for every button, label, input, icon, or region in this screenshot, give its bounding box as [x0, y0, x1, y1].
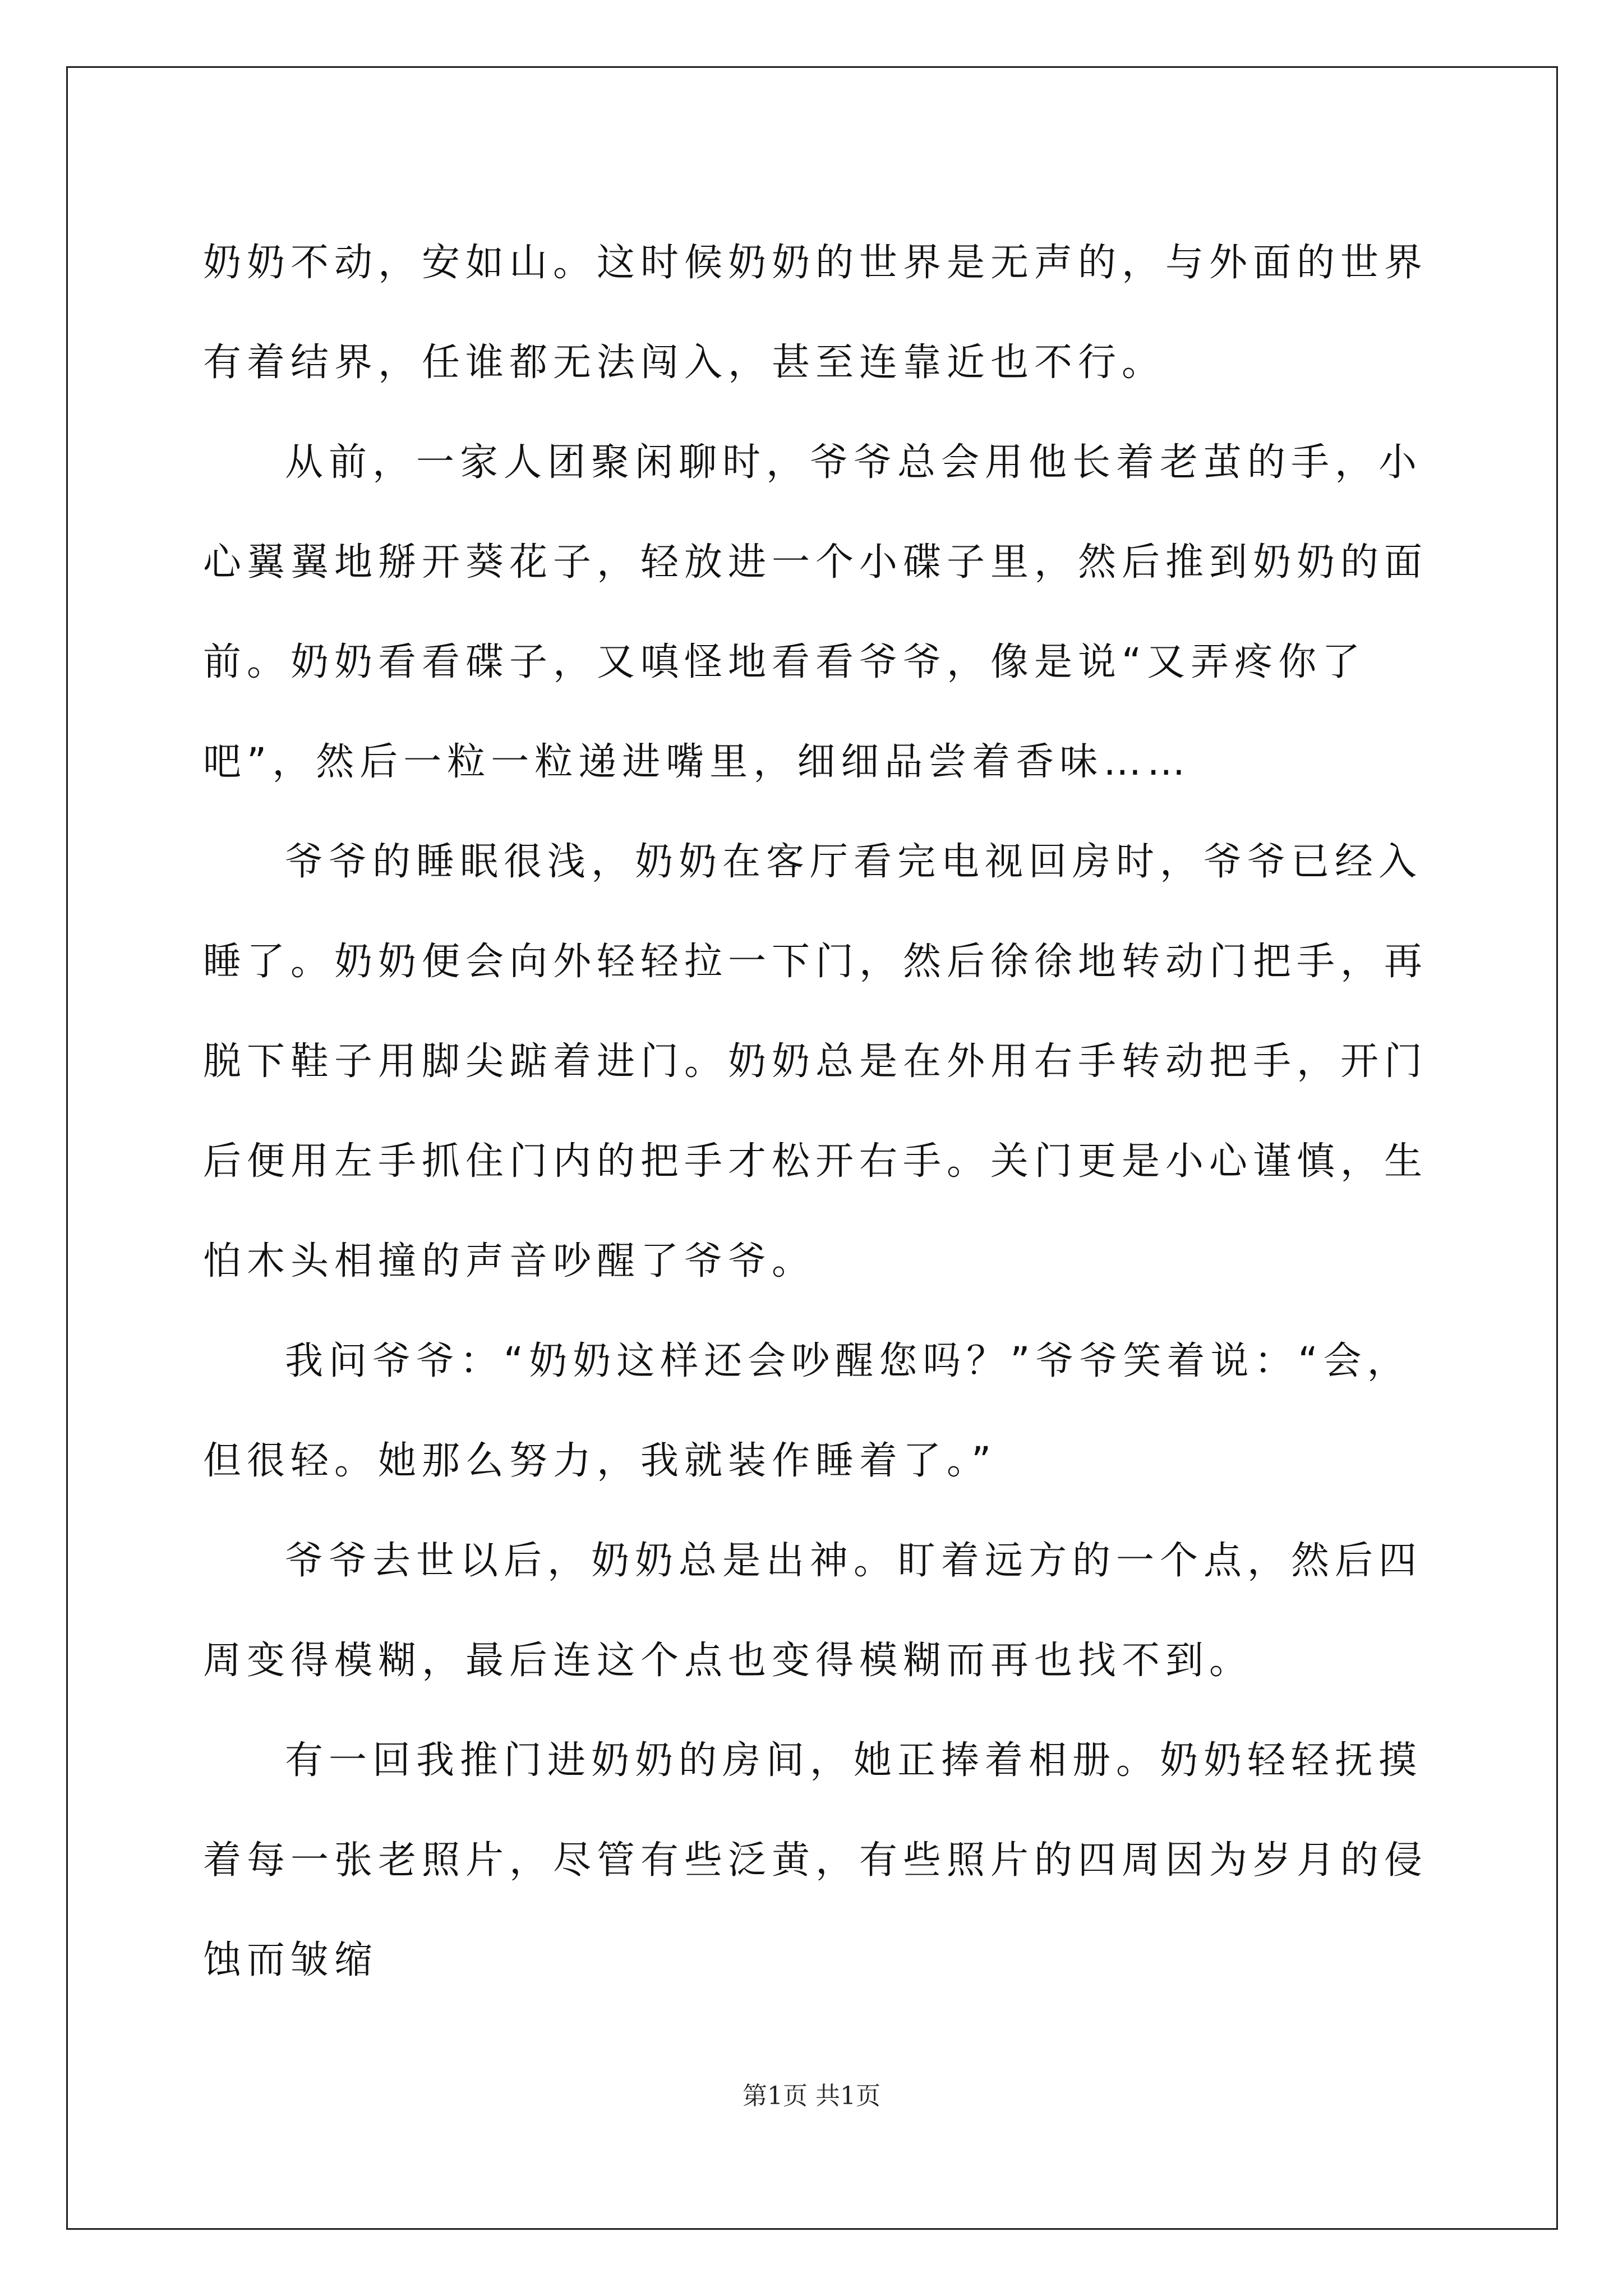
paragraph-4: 我问爷爷：“奶奶这样还会吵醒您吗？”爷爷笑着说：“会，但很轻。她那么努力，我就装作睡着了。” [203, 1339, 1411, 1483]
paragraph-5: 爷爷去世以后，奶奶总是出神。盯着远方的一个点，然后四周变得模糊，最后连这个点也变得模糊而再也找不到。 [203, 1539, 1423, 1683]
paragraph-1: 奶奶不动，安如山。这时候奶奶的世界是无声的，与外面的世界有着结界，任谁都无法闯入，甚至连靠近也不行。 [203, 241, 1428, 385]
paragraph-6: 有一回我推门进奶奶的房间，她正捧着相册。奶奶轻轻抚摸着每一张老照片，尽管有些泛黄，有些照片的四周因为岁月的侵蚀而皱缩 [203, 1738, 1428, 1982]
document-body [203, 213, 1437, 2010]
page-footer [0, 2076, 1623, 2111]
page-number: 第1页 共1页 [743, 2082, 880, 2110]
paragraph-3: 爷爷的睡眠很浅，奶奶在客厅看完电视回房时，爷爷已经入睡了。奶奶便会向外轻轻拉一下门，然后徐徐地转动门把手，再脱下鞋子用脚尖踮着进门。奶奶总是在外用右手转动把手，开门后便用左手抓住门内的把手才松开右手。关门更是小心谨慎，生怕木头相撞的声音吵醒了爷爷。 [203, 840, 1428, 1283]
paragraph-2: 从前，一家人团聚闲聊时，爷爷总会用他长着老茧的手，小心翼翼地掰开葵花子，轻放进一个小碟子里，然后推到奶奶的面前。奶奶看看碟子，又嗔怪地看看爷爷，像是说“又弄疼你了吧”，然后一粒一粒递进嘴里，细细品尝着香味…… [203, 440, 1428, 784]
